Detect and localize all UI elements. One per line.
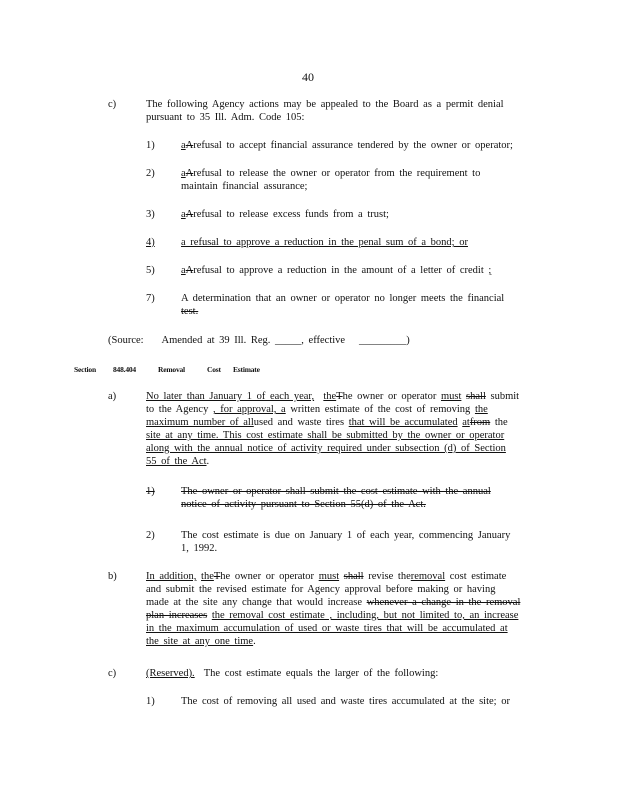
section-title-word: Cost [207,365,221,374]
sec-a-line5: along with the annual notice of activity required under subsection (d) of Section [146,443,506,454]
section-label: Section [74,365,96,374]
list-item-text: A determination that an owner or operator no longer meets the financial [181,293,505,304]
sec-text: to the Agency [146,404,209,415]
inserted-text: the [474,404,488,415]
inserted-text: ; [488,265,492,276]
deleted-text: A [185,168,194,179]
list-item-text-inserted: a refusal to approve a reduction in the penal sum of a bond; or [181,237,468,248]
deleted-text: shall [466,391,486,402]
deleted-text: shall [343,571,364,582]
sec-a-label: a) [108,391,117,402]
inserted-text: the [201,571,214,582]
inserted-text: a [181,265,186,276]
inserted-text: , for approval, a [212,404,286,415]
sub-item-text: 1, 1992. [181,543,218,554]
sec-b-label: b) [108,571,117,582]
deleted-text: whenever a change in the removal [366,597,521,608]
sec-b-line3 [146,596,520,610]
list-item-text [181,167,480,181]
inserted-text: No later than January 1 of each year, [146,391,315,402]
section-title-word: Estimate [233,365,260,374]
inserted-text: (Reserved). [146,668,195,679]
deleted-text: The owner or operator shall submit the cost estimate with the annual [181,486,491,497]
sub-item-text: The cost of removing all used and waste tires accumulated at the site; or [181,696,510,707]
section-title-word: Removal [158,365,185,374]
page-number: 40 [302,70,314,84]
source-mid: , effective [301,335,346,346]
deleted-text: A [185,209,194,220]
source-prefix: (Source: [108,335,144,346]
deleted-text: plan increases [146,610,208,621]
inserted-text: must [318,571,340,582]
sub-item-text: The cost estimate is due on January 1 of each year, commencing January [181,530,511,541]
sec-c-line1 [146,667,438,681]
item-c-label: c) [108,99,117,110]
sec-text: the [494,417,508,428]
inserted-text: maximum number of all [146,417,254,428]
sec-text: he owner or operator [342,391,437,402]
list-item-num: 3) [146,209,155,220]
deleted-text: A [185,140,194,151]
sec-a-line1 [146,390,519,404]
item-text: refusal to release excess funds from a trust; [193,209,389,220]
source-text: Amended at 39 Ill. Reg. [161,335,271,346]
item-text: refusal to approve a reduction in the amount of a letter of credit [193,265,484,276]
inserted-text: a [181,168,186,179]
inserted-text: removal [410,571,446,582]
sec-b-line1 [146,570,506,584]
sec-a-line6 [146,455,209,469]
deleted-text: T [336,391,343,402]
list-item-num: 5) [146,265,155,276]
sec-text: used and waste tires [253,417,345,428]
sub-item-num: 2) [146,530,155,541]
inserted-text: a [181,209,186,220]
sec-b-line2: and submit the revised estimate for Agency approval before making or having [146,584,496,595]
sub-item-num: 1) [146,696,155,707]
source-close: ) [406,335,410,346]
list-item-num: 7) [146,293,155,304]
inserted-text: the removal cost estimate , including, but not limited to, an increase [211,610,519,621]
item-c-line2: pursuant to 35 Ill. Adm. Code 105: [146,112,305,123]
list-item-num: 2) [146,168,155,179]
inserted-text: In addition, [146,571,197,582]
sec-text: . [253,636,256,647]
item-c-line1: The following Agency actions may be appealed to the Board as a permit denial [146,99,504,110]
sec-text: he owner or operator [220,571,315,582]
list-item-num: 1) [146,140,155,151]
deleted-text: from [469,417,491,428]
inserted-text: must [440,391,462,402]
list-item-text [181,208,389,222]
list-item-text [181,264,491,278]
deleted-text: notice of activity pursuant to Section 55(d) of the Act. [181,499,426,510]
blank-field: _____ [275,335,302,346]
sub-item-num-deleted: 1) [146,486,155,497]
item-text: refusal to accept financial assurance tendered by the owner or operator; [193,140,513,151]
deleted-text: test. [181,306,199,317]
inserted-text: 55 of the Act [146,456,207,467]
section-number: 848.404 [113,365,136,374]
list-item-line2: maintain financial assurance; [181,181,308,192]
sec-text: written estimate of the cost of removing [290,404,471,415]
sec-a-line4: site at any time. This cost estimate shall be submitted by the owner or operator [146,430,505,441]
sec-b-line6 [146,635,256,649]
sec-a-line3 [146,416,508,430]
deleted-text: T [213,571,221,582]
blank-field: _________ [358,335,407,346]
sec-text: submit [490,391,520,402]
sec-b-line4 [146,609,518,623]
inserted-text: the [323,391,337,402]
item-text: refusal to release the owner or operator from the requirement to [193,168,481,179]
inserted-text: that will be accumulated [348,417,458,428]
inserted-text: a [181,140,186,151]
sec-text: . [206,456,210,467]
sec-a-line2 [146,403,488,417]
sec-text: cost estimate [449,571,507,582]
list-item-text [181,139,513,153]
sec-c-label: c) [108,668,117,679]
sec-text: revise the [368,571,411,582]
sec-b-line5: in the maximum accumulation of used or waste tires that will be accumulated at [146,623,508,634]
source-note [108,334,410,348]
sec-text: made at the site any change that would increase [146,597,363,608]
sec-text: The cost estimate equals the larger of the following: [203,668,439,679]
list-item-num: 4) [146,237,155,248]
deleted-text: A [185,265,194,276]
inserted-text: the site at any one time [146,636,254,647]
inserted-text: at [462,417,470,428]
